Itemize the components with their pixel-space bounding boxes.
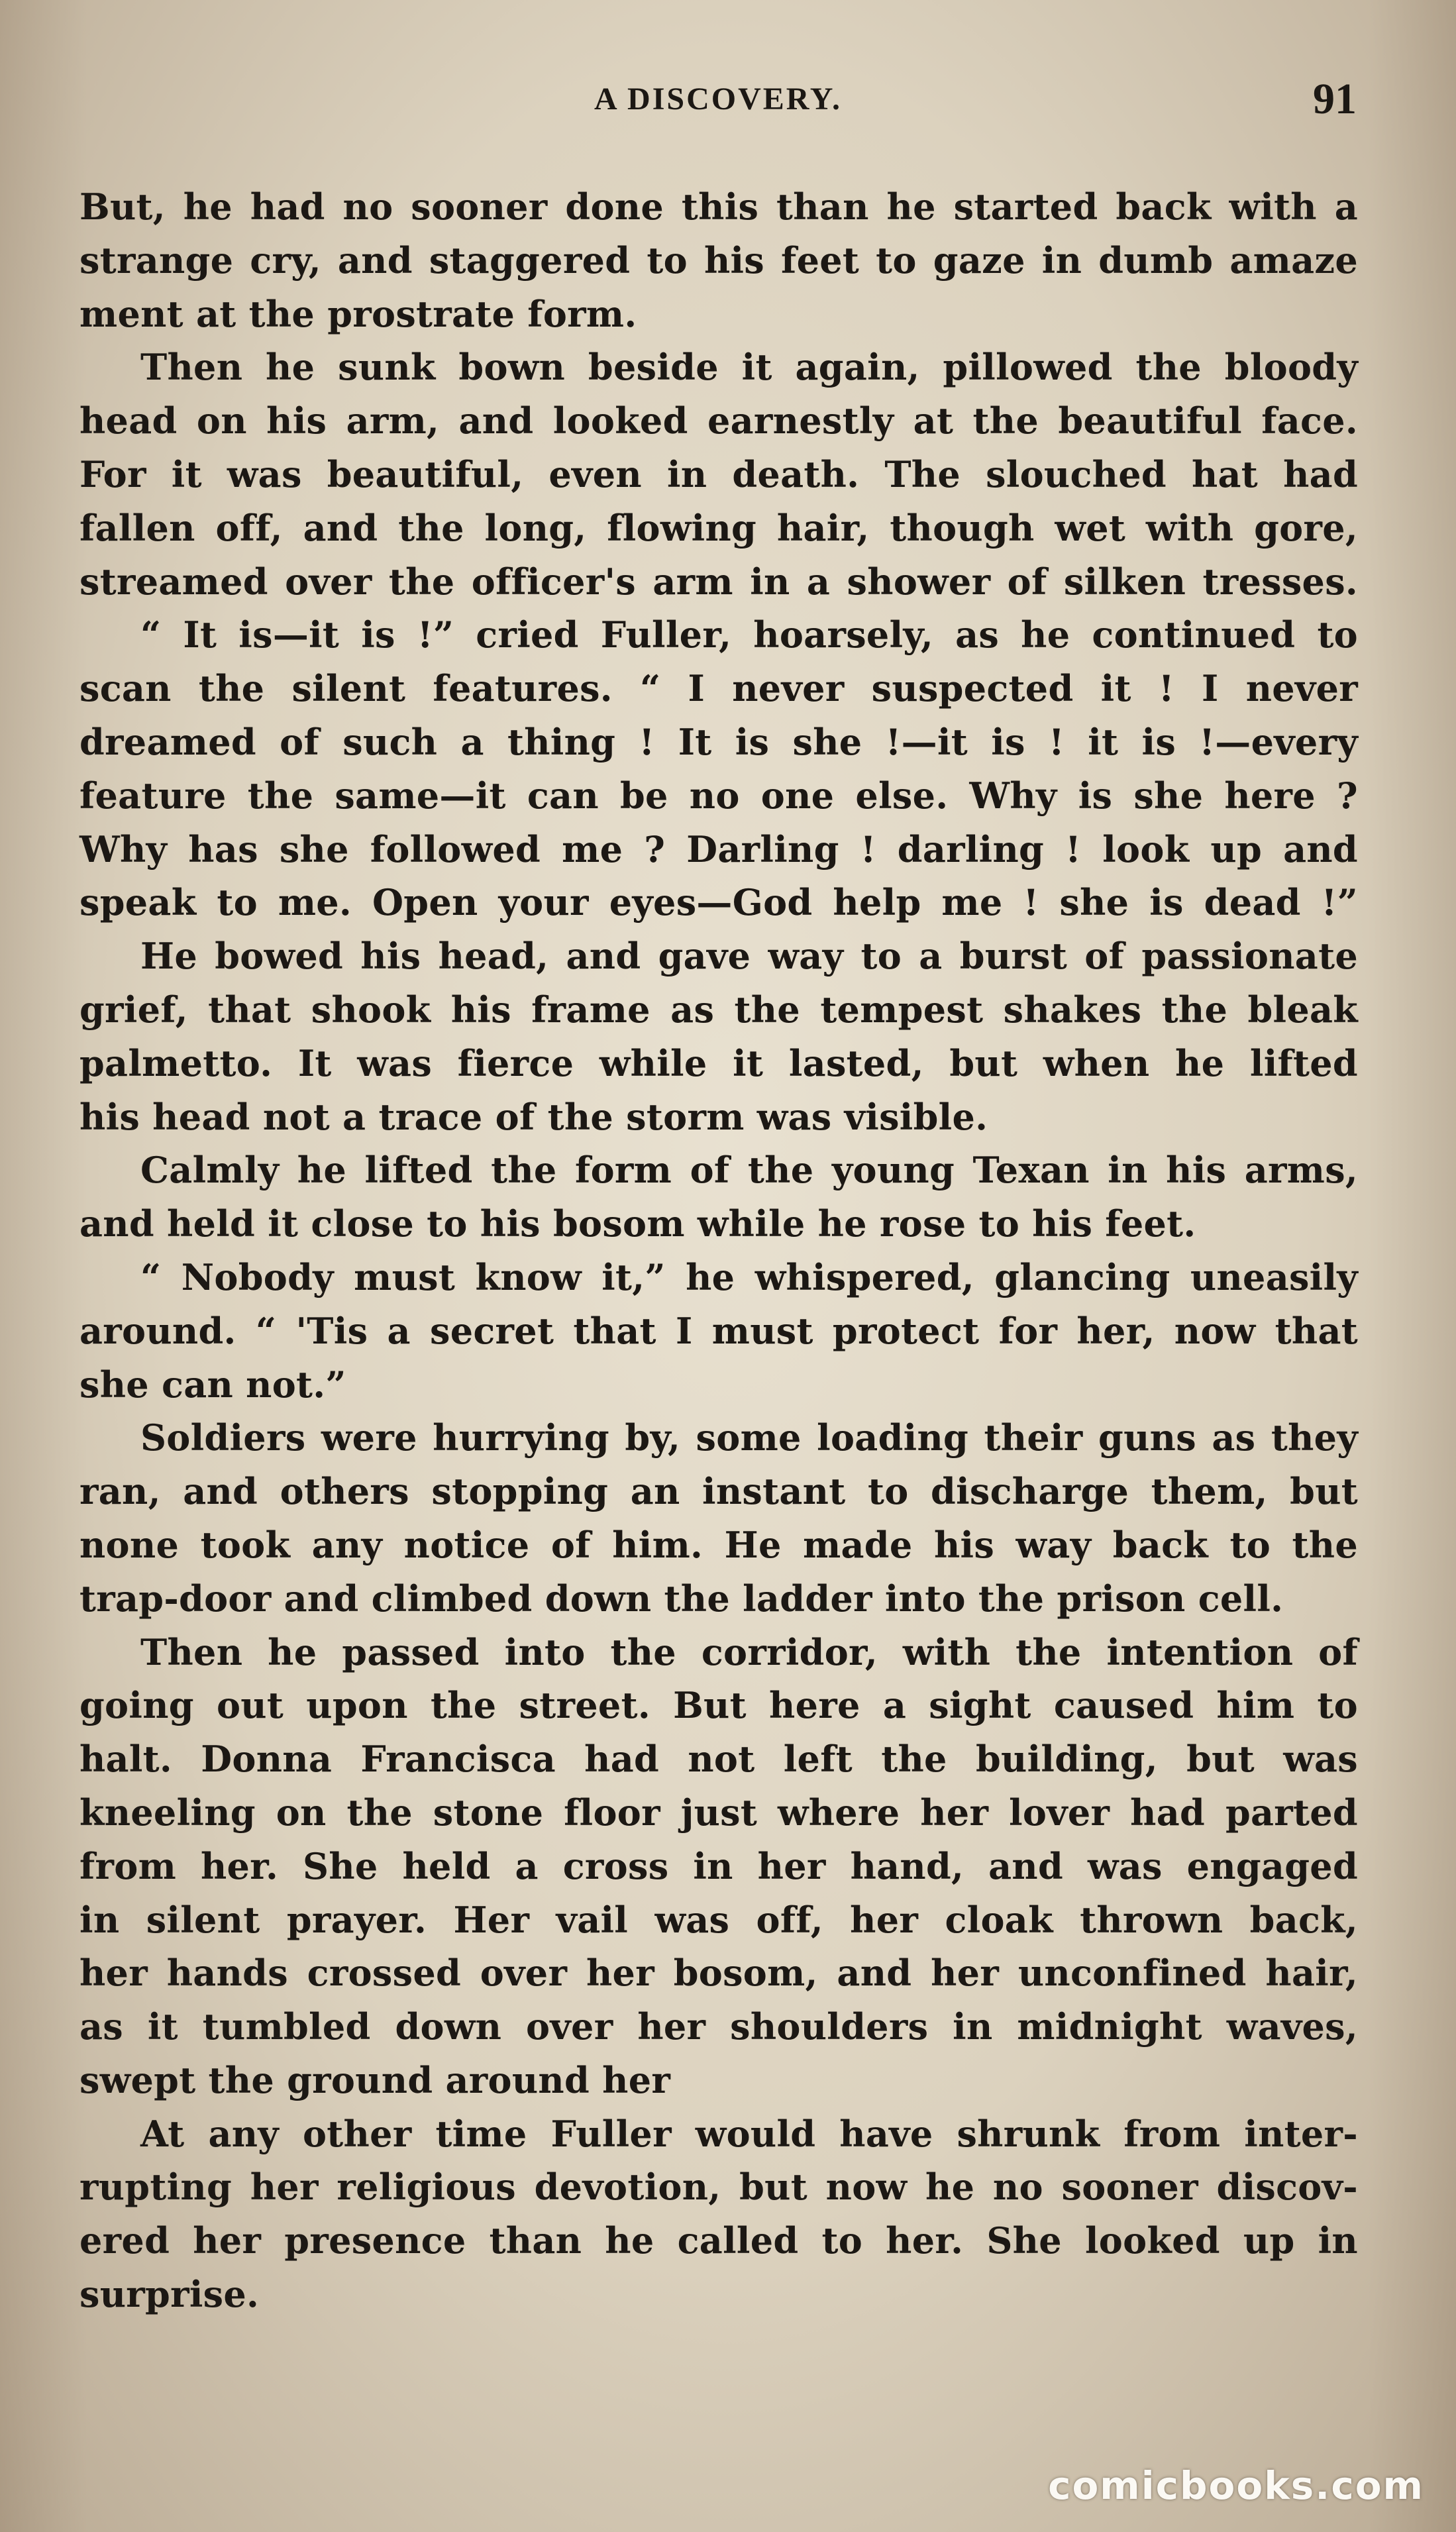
text-line: halt. Donna Francisca had not left the building, but was: [79, 1738, 1358, 1781]
text-line: from her. She held a cross in her hand, and was engaged: [79, 1844, 1358, 1887]
text-line: ered her presence than he called to her. She looked up in: [79, 2219, 1358, 2262]
text-line: feature the same—it can be no one else. Why is she here ?: [79, 774, 1358, 817]
text-line: strange cry, and staggered to his feet to gaze in dumb amaze: [79, 238, 1358, 282]
text-line: dreamed of such a thing ! It is she !—it is ! it is !—every: [79, 720, 1358, 763]
text-line: speak to me. Open your eyes—God help me ! she is dead !”: [79, 881, 1358, 924]
text-line: his head not a trace of the storm was visible.: [79, 1095, 988, 1138]
text-line: swept the ground around her: [79, 2058, 671, 2101]
running-head: [79, 74, 1357, 127]
text-line: rupting her religious devotion, but now he no sooner discov-: [79, 2166, 1358, 2209]
body-text: [79, 180, 1358, 2321]
text-line: surprise.: [79, 2273, 260, 2316]
text-line: scan the silent features. “ I never suspected it ! I never: [79, 667, 1358, 710]
text-line: as it tumbled down over her shoulders in midnight waves,: [79, 2005, 1358, 2048]
paragraph-start-line: Calmly he lifted the form of the young Texan in his arms,: [140, 1149, 1358, 1192]
text-line: kneeling on the stone floor just where her lover had parted: [79, 1791, 1358, 1834]
chapter-title: A DISCOVERY.: [594, 81, 842, 117]
paragraph-start-line: Then he passed into the corridor, with the intention of: [140, 1630, 1358, 1673]
text-line: none took any notice of him. He made his way back to the: [79, 1523, 1358, 1566]
text-line: ran, and others stopping an instant to discharge them, but: [79, 1470, 1358, 1513]
text-line: her hands crossed over her bosom, and her unconfined hair,: [79, 1952, 1358, 1995]
text-line: in silent prayer. Her vail was off, her cloak thrown back,: [79, 1898, 1358, 1941]
text-line: Why has she followed me ? Darling ! darling ! look up and: [79, 827, 1358, 870]
paragraph-start-line: At any other time Fuller would have shrunk from inter-: [140, 2112, 1358, 2155]
text-line: streamed over the officer's arm in a shower of silken tresses.: [79, 560, 1358, 603]
text-line: grief, that shook his frame as the tempest shakes the bleak: [79, 988, 1358, 1031]
text-line: fallen off, and the long, flowing hair, though wet with gore,: [79, 506, 1358, 549]
text-line: ment at the prostrate form.: [79, 292, 637, 335]
paragraph-start-line: “ Nobody must know it,” he whispered, glancing uneasily: [140, 1255, 1358, 1298]
watermark: comicbooks.com: [1048, 2463, 1424, 2508]
text-line: But, he had no sooner done this than he started back with a: [79, 185, 1358, 228]
text-line: trap-door and climbed down the ladder into the prison cell.: [79, 1577, 1284, 1620]
text-line: and held it close to his bosom while he rose to his feet.: [79, 1202, 1196, 1245]
text-line: she can not.”: [79, 1363, 346, 1406]
text-line: going out upon the street. But here a sight caused him to: [79, 1684, 1358, 1727]
paragraph-start-line: Then he sunk bown beside it again, pillowed the bloody: [140, 346, 1358, 389]
paragraph-start-line: Soldiers were hurrying by, some loading their guns as they: [140, 1416, 1358, 1459]
page-number: 91: [1313, 75, 1357, 123]
paragraph-start-line: He bowed his head, and gave way to a burst of passionate: [140, 935, 1358, 978]
text-line: palmetto. It was fierce while it lasted, but when he lifted: [79, 1041, 1358, 1084]
paragraph-start-line: “ It is—it is !” cried Fuller, hoarsely, as he continued to: [140, 613, 1358, 657]
text-line: around. “ 'Tis a secret that I must protect for her, now that: [79, 1309, 1358, 1352]
text-line: head on his arm, and looked earnestly at the beautiful face.: [79, 399, 1358, 443]
text-line: For it was beautiful, even in death. The slouched hat had: [79, 452, 1358, 496]
